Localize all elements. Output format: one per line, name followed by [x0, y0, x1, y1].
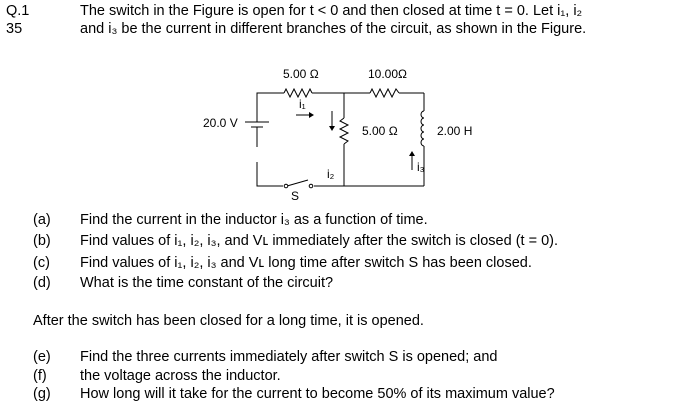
resistor-r3 — [340, 118, 348, 144]
part-text-c: Find values of i₁, i₂, i₃ and Vʟ long time after switch S has been closed. — [80, 255, 532, 271]
part-text-b: Find values of i₁, i₂, i₃, and Vʟ immediately after the switch is closed (t = 0). — [80, 233, 559, 249]
i3-label: i₃ — [417, 160, 425, 174]
part-letter-e: (e) — [33, 349, 51, 365]
i2-arrowhead — [329, 126, 335, 131]
r2-label: 10.00Ω — [368, 67, 407, 81]
part-text-g: How long will it take for the current to become 50% of its maximum value? — [80, 386, 555, 402]
inductor-coil — [421, 111, 424, 146]
part-letter-b: (b) — [33, 233, 51, 249]
battery-label: 20.0 V — [203, 116, 238, 130]
r1-label: 5.00 Ω — [283, 67, 319, 81]
part-text-f: the voltage across the inductor. — [80, 368, 281, 384]
left-top-wire — [257, 93, 284, 122]
part-text-d: What is the time constant of the circuit? — [80, 275, 334, 291]
part-letter-a: (a) — [33, 212, 51, 228]
after-text: After the switch has been closed for a long time, it is opened. — [33, 313, 424, 329]
resistor-r1 — [284, 89, 312, 97]
switch-contact-right — [309, 184, 313, 188]
question-number: Q.1 — [6, 3, 30, 19]
resistor-r2 — [370, 89, 399, 97]
i2-label: i₂ — [327, 167, 335, 181]
part-text-a: Find the current in the inductor i₃ as a function of time. — [80, 212, 428, 228]
left-bottom-wire — [257, 162, 283, 186]
r3-label: 5.00 Ω — [362, 124, 398, 138]
switch-contact-left — [284, 184, 288, 188]
i1-label: i₁ — [299, 97, 306, 111]
part-letter-f: (f) — [33, 368, 47, 384]
i1-arrowhead — [309, 112, 314, 118]
intro-line-2: and i₃ be the current in different branches of the circuit, as shown in the Figure. — [80, 21, 587, 37]
switch-blade — [287, 180, 308, 186]
switch-label: S — [291, 189, 300, 203]
question-marks: 35 — [6, 21, 23, 37]
part-letter-c: (c) — [33, 255, 50, 271]
inductor-label: 2.00 H — [437, 124, 473, 138]
intro-line-1: The switch in the Figure is open for t < 0 and then closed at time t = 0. Let i₁, i₂ — [80, 3, 583, 19]
i3-arrowhead — [409, 151, 415, 156]
part-letter-g: (g) — [33, 386, 51, 402]
part-text-e: Find the three currents immediately after switch S is opened; and — [80, 349, 498, 365]
part-letter-d: (d) — [33, 275, 51, 291]
